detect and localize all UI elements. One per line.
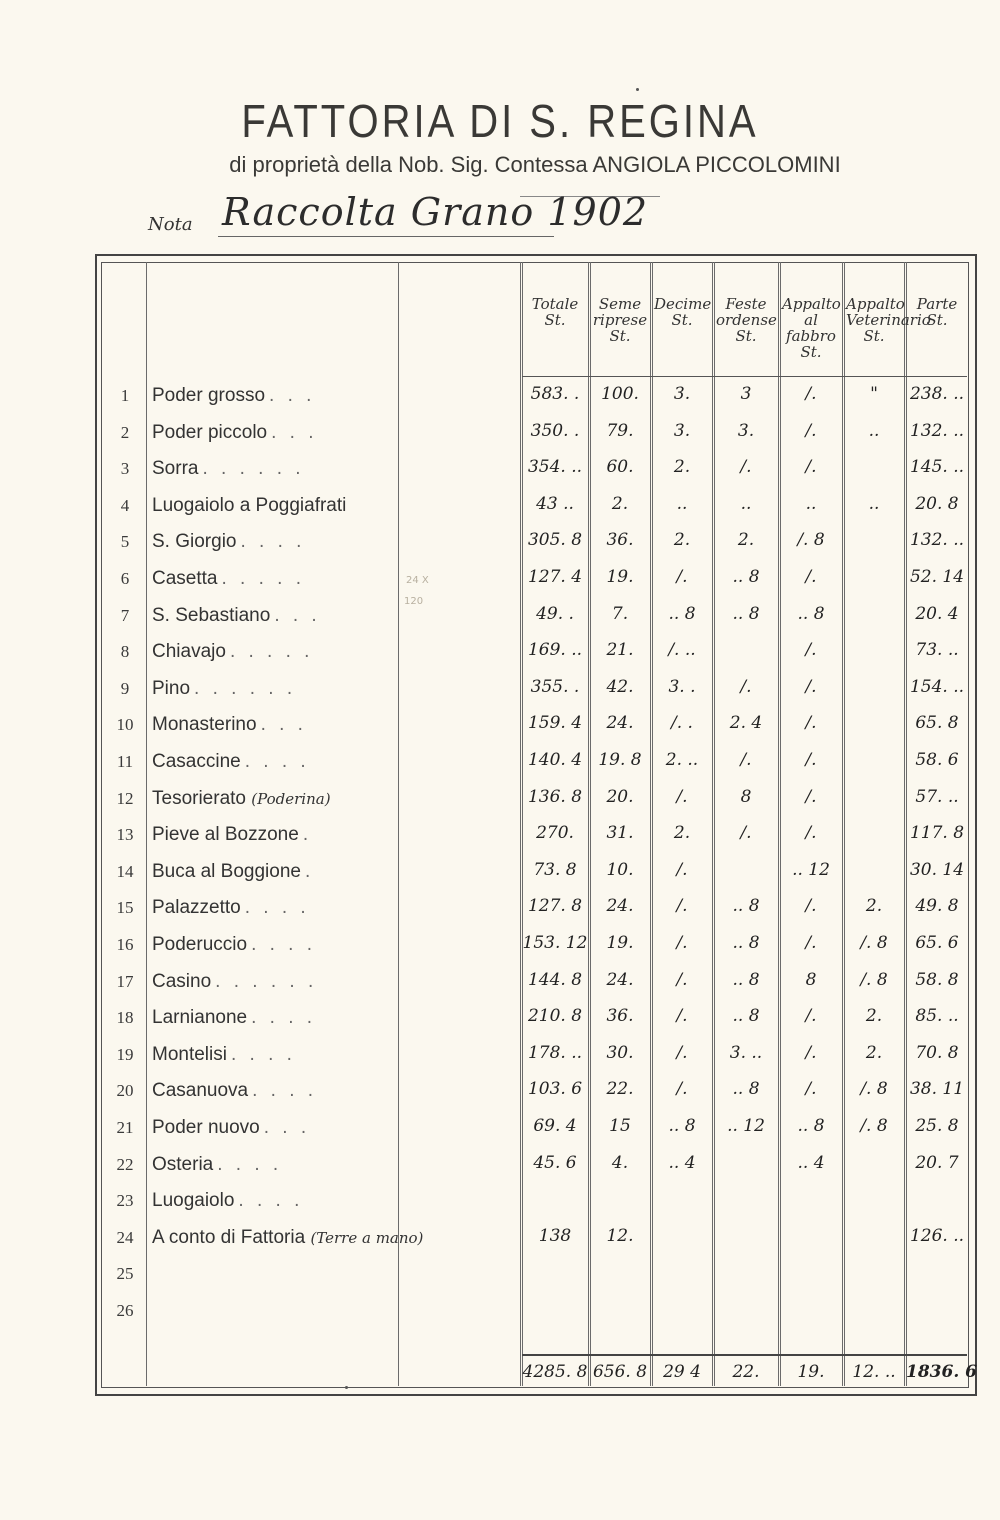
cell-veterinario: 2. [865, 1006, 883, 1026]
cell-parte: 20. 4 [915, 604, 959, 624]
row-number: 13 [116, 825, 134, 844]
cell-feste: 3. [737, 421, 755, 441]
leader-dots: . . . [271, 422, 318, 443]
row-name [152, 641, 313, 663]
cell-seme: 7. [611, 604, 629, 624]
leader-dots: . . . . . [221, 568, 305, 589]
cell-fabbro: .. 8 [797, 1116, 825, 1136]
row-name [152, 1044, 296, 1066]
row-name [152, 714, 307, 736]
col-head-parte: Parte St. [916, 295, 958, 329]
row-name-text: Osteria [152, 1154, 214, 1175]
cell-decime: /. [676, 970, 688, 990]
leader-dots: . . . . [240, 531, 306, 552]
cell-decime: .. 4 [668, 1153, 696, 1173]
cell-parte: 25. 8 [915, 1116, 959, 1136]
leader-dots: . . . [274, 605, 321, 626]
cell-fabbro: /. [805, 823, 817, 843]
cell-decime: 2. .. [665, 750, 699, 770]
cell-fabbro: /. [805, 640, 817, 660]
cell-fabbro: /. [805, 677, 817, 697]
cell-veterinario: /. 8 [860, 1079, 888, 1099]
cell-decime: 2. [673, 530, 691, 550]
cell-parte: 58. 6 [915, 750, 959, 770]
row-name [152, 568, 305, 590]
row-number: 16 [116, 935, 134, 954]
column-divider [398, 262, 399, 1386]
cell-feste: /. [740, 750, 752, 770]
row-number: 11 [116, 752, 134, 771]
row-name-text: Chiavajo [152, 641, 226, 662]
row-name-text: Poder nuovo [152, 1117, 260, 1138]
totals-rule [522, 1354, 967, 1356]
cell-veterinario: 2. [865, 1043, 883, 1063]
cell-feste: /. [740, 457, 752, 477]
cell-fabbro: /. [805, 457, 817, 477]
row-name-note: (Poderina) [251, 790, 331, 808]
cell-fabbro: /. [805, 896, 817, 916]
page-subtitle: di proprietà della Nob. Sig. Contessa ANGIOLA PICCOLOMINI [229, 152, 841, 177]
row-name [152, 1080, 317, 1102]
cell-feste: .. 8 [732, 604, 760, 624]
cell-parte: 238. .. [909, 384, 965, 404]
header-rule [522, 376, 967, 377]
cell-fabbro: /. [805, 933, 817, 953]
cell-parte: 73. .. [915, 640, 959, 660]
cell-parte: 132. .. [909, 421, 965, 441]
cell-parte: 58. 8 [915, 970, 959, 990]
total-fabbro: 19. [797, 1362, 825, 1382]
row-name [152, 897, 310, 919]
cell-seme: 100. [601, 384, 639, 404]
col-head-totale: Totale St. [531, 295, 579, 329]
cell-decime: /. [676, 1079, 688, 1099]
cell-seme: 19. 8 [598, 750, 642, 770]
cell-feste: .. 8 [732, 970, 760, 990]
cell-totale: 136. 8 [527, 787, 583, 807]
row-name [152, 678, 296, 700]
row-name-text: A conto di Fattoria [152, 1227, 306, 1248]
cell-seme: 2. [611, 494, 629, 514]
cell-feste: .. [740, 494, 752, 514]
cell-feste: 2. [737, 530, 755, 550]
cell-decime: 3. [673, 384, 691, 404]
row-number: 17 [116, 972, 134, 991]
leader-dots: . . . [263, 1117, 311, 1138]
leader-dots: . . . [269, 385, 316, 406]
cell-decime: /. [676, 1006, 688, 1026]
cell-feste: .. 12 [727, 1116, 765, 1136]
cell-totale: 169. .. [527, 640, 583, 660]
cell-parte: 70. 8 [915, 1043, 959, 1063]
cell-decime: .. 8 [668, 1116, 696, 1136]
cell-decime: /. .. [668, 640, 696, 660]
cell-feste: .. 8 [732, 896, 760, 916]
cell-decime: .. 8 [668, 604, 696, 624]
row-name [152, 861, 314, 883]
cell-decime: 2. [673, 457, 691, 477]
cell-parte: 57. .. [915, 787, 959, 807]
cell-parte: 65. 8 [915, 713, 959, 733]
row-number: 22 [116, 1155, 134, 1174]
col-head-decime: Decime St. [654, 295, 712, 329]
cell-feste: 3 [740, 384, 752, 404]
cell-decime: /. [676, 896, 688, 916]
total-feste: 22. [732, 1362, 760, 1382]
cell-seme: 36. [606, 1006, 634, 1026]
row-number: 8 [120, 642, 130, 661]
cell-totale: 43 .. [536, 494, 574, 514]
row-name [152, 824, 312, 846]
cell-totale: 354. .. [527, 457, 583, 477]
cell-feste: 2. 4 [729, 713, 763, 733]
cell-totale: 73. 8 [533, 860, 577, 880]
row-name-note: (Terre a mano) [310, 1229, 424, 1247]
ink-speck [636, 88, 639, 91]
total-parte: 1836. 6 [906, 1362, 977, 1382]
row-name [152, 1007, 316, 1029]
row-number: 5 [120, 532, 130, 551]
cell-decime: 3. [673, 421, 691, 441]
cell-parte: 49. 8 [915, 896, 959, 916]
cell-fabbro: /. [805, 1006, 817, 1026]
cell-parte: 38. 11 [909, 1079, 965, 1099]
total-seme: 656. 8 [592, 1362, 648, 1382]
cell-seme: 30. [606, 1043, 634, 1063]
cell-feste: 3. .. [729, 1043, 763, 1063]
row-name-text: Casetta [152, 568, 218, 589]
row-name-text: Casaccine [152, 751, 241, 772]
cell-seme: 19. [606, 933, 634, 953]
nota-underline [218, 236, 554, 237]
cell-seme: 24. [606, 970, 634, 990]
row-name-text: Buca al Boggione [152, 861, 301, 882]
cell-feste: .. 8 [732, 1079, 760, 1099]
row-number: 26 [116, 1301, 134, 1320]
leader-dots: . . . . [217, 1154, 283, 1175]
cell-veterinario: /. 8 [860, 933, 888, 953]
cell-seme: 79. [606, 421, 634, 441]
row-number: 18 [116, 1008, 134, 1027]
cell-fabbro: 8 [805, 970, 817, 990]
row-name [152, 1227, 423, 1249]
cell-totale: 140. 4 [527, 750, 583, 770]
cell-totale: 583. . [530, 384, 580, 404]
row-name [152, 605, 321, 627]
cell-decime: /. [676, 860, 688, 880]
cell-parte: 117. 8 [909, 823, 965, 843]
cell-veterinario: 2. [865, 896, 883, 916]
row-name [152, 788, 331, 810]
row-name-text: S. Sebastiano [152, 605, 271, 626]
row-number: 21 [116, 1118, 134, 1137]
leader-dots: . . . . . . [215, 971, 318, 992]
cell-seme: 4. [611, 1153, 629, 1173]
col-head-fabbro: Appalto al fabbro St. [782, 295, 841, 361]
row-number: 1 [120, 386, 130, 405]
cell-decime: /. . [671, 713, 693, 733]
cell-totale: 178. .. [527, 1043, 583, 1063]
cell-fabbro: /. [805, 384, 817, 404]
cell-feste: .. 8 [732, 567, 760, 587]
cell-fabbro: /. [805, 421, 817, 441]
cell-fabbro: /. [805, 787, 817, 807]
row-name-text: Casino [152, 971, 212, 992]
row-name-text: Poderuccio [152, 934, 248, 955]
cell-fabbro: .. 4 [797, 1153, 825, 1173]
cell-seme: 15 [609, 1116, 631, 1136]
cell-decime: 2. [673, 823, 691, 843]
cell-veterinario: /. 8 [860, 1116, 888, 1136]
cell-feste: .. 8 [732, 933, 760, 953]
cell-totale: 270. [536, 823, 574, 843]
leader-dots: . . . . [244, 751, 310, 772]
cell-decime: /. [676, 1043, 688, 1063]
cell-parte: 20. 7 [915, 1153, 959, 1173]
leader-dots: . . . . . . [194, 678, 297, 699]
row-name-text: Casanuova [152, 1080, 249, 1101]
cell-parte: 65. 6 [915, 933, 959, 953]
cell-seme: 10. [606, 860, 634, 880]
col-head-seme: Seme riprese St. [592, 295, 648, 345]
row-name-text: Luogaiolo [152, 1190, 235, 1211]
cell-decime: /. [676, 933, 688, 953]
cell-parte: 20. 8 [915, 494, 959, 514]
cell-decime: .. [676, 494, 688, 514]
cell-seme: 24. [606, 896, 634, 916]
row-number: 14 [116, 862, 134, 881]
cell-feste: .. 8 [732, 1006, 760, 1026]
row-number: 10 [116, 715, 134, 734]
cell-fabbro: .. 8 [797, 604, 825, 624]
leader-dots: . . . . . [229, 641, 314, 662]
cell-totale: 355. . [530, 677, 580, 697]
cell-seme: 36. [606, 530, 634, 550]
row-name-text: Palazzetto [152, 897, 241, 918]
cell-totale: 305. 8 [527, 530, 583, 550]
row-number: 4 [120, 496, 130, 515]
cell-totale: 210. 8 [527, 1006, 583, 1026]
cell-decime: /. [676, 567, 688, 587]
leader-dots: . . . . [244, 897, 310, 918]
cell-veterinario: .. [868, 421, 880, 441]
row-name-text: Tesorierato [152, 788, 246, 809]
cell-totale: 159. 4 [527, 713, 583, 733]
cell-parte: 30. 14 [909, 860, 965, 880]
row-name [152, 422, 318, 444]
cell-fabbro: /. [805, 567, 817, 587]
leader-dots: . . . . [252, 1080, 318, 1101]
row-name [152, 531, 305, 553]
row-name-text: Pieve al Bozzone [152, 824, 299, 845]
cell-seme: 42. [606, 677, 634, 697]
row-name [152, 971, 317, 993]
row-name [152, 751, 310, 773]
leader-dots: . . . [260, 714, 307, 735]
row-number: 19 [116, 1045, 134, 1064]
leader-dots: . [304, 861, 315, 882]
row-name [152, 458, 305, 480]
cell-feste: /. [740, 823, 752, 843]
row-name-text: Montelisi [152, 1044, 227, 1065]
row-number: 9 [120, 679, 130, 698]
leader-dots: . . . . . . [202, 458, 305, 479]
cell-veterinario: .. [868, 494, 880, 514]
row-name-text: Sorra [152, 458, 199, 479]
cell-totale: 144. 8 [527, 970, 583, 990]
cell-seme: 21. [606, 640, 634, 660]
leader-dots: . . . . [230, 1044, 296, 1065]
row-name [152, 1154, 282, 1176]
cell-totale: 45. 6 [533, 1153, 577, 1173]
row-name [152, 495, 346, 517]
row-name [152, 385, 315, 407]
row-name-text: Poder grosso [152, 385, 266, 406]
cell-fabbro: /. [805, 713, 817, 733]
cell-totale: 127. 4 [527, 567, 583, 587]
cell-seme: 19. [606, 567, 634, 587]
row-number: 2 [120, 423, 130, 442]
row-name-text: Poder piccolo [152, 422, 268, 443]
cell-parte: 85. .. [915, 1006, 959, 1026]
nota-handwritten-title: Raccolta Grano 1902 [222, 190, 649, 234]
cell-totale: 138 [538, 1226, 572, 1246]
cell-fabbro: /. 8 [797, 530, 825, 550]
row-number: 25 [116, 1264, 134, 1283]
total-veterinario: 12. .. [852, 1362, 896, 1382]
row-name [152, 1190, 303, 1212]
cell-parte: 132. .. [909, 530, 965, 550]
cell-fabbro: .. [805, 494, 817, 514]
cell-fabbro: .. 12 [792, 860, 830, 880]
row-name-text: Monasterino [152, 714, 257, 735]
ink-speck [345, 1386, 348, 1389]
row-number: 7 [120, 606, 130, 625]
cell-seme: 24. [606, 713, 634, 733]
pencil-note: 120 [404, 596, 424, 607]
cell-veterinario: /. 8 [860, 970, 888, 990]
pencil-note: 24 X [406, 575, 429, 586]
cell-parte: 154. .. [909, 677, 965, 697]
nota-label: Nota [148, 214, 193, 235]
row-name-text: Luogaiolo a Poggiafrati [152, 495, 347, 516]
cell-totale: 103. 6 [527, 1079, 583, 1099]
cell-seme: 31. [606, 823, 634, 843]
col-head-feste: Feste ordense St. [716, 295, 777, 345]
leader-dots: . [302, 824, 313, 845]
cell-feste: /. [740, 677, 752, 697]
cell-parte: 52. 14 [909, 567, 965, 587]
cell-seme: 22. [606, 1079, 634, 1099]
cell-totale: 49. . [536, 604, 574, 624]
cell-seme: 12. [606, 1226, 634, 1246]
row-name-text: S. Giorgio [152, 531, 237, 552]
cell-feste: 8 [740, 787, 752, 807]
row-name [152, 1117, 310, 1139]
cell-totale: 153. 12 [522, 933, 588, 953]
cell-totale: 127. 8 [527, 896, 583, 916]
cell-seme: 20. [606, 787, 634, 807]
total-totale: 4285. 8 [522, 1362, 588, 1382]
row-number: 15 [116, 898, 134, 917]
row-number: 24 [116, 1228, 134, 1247]
row-name-text: Larnianone [152, 1007, 248, 1028]
row-number: 23 [116, 1191, 134, 1210]
cell-decime: 3. . [668, 677, 696, 697]
cell-veterinario: " [870, 384, 878, 404]
cell-totale: 69. 4 [533, 1116, 577, 1136]
cell-parte: 145. .. [909, 457, 965, 477]
row-number: 20 [116, 1081, 134, 1100]
row-number: 12 [116, 789, 134, 808]
leader-dots: . . . . [251, 1007, 317, 1028]
cell-totale: 350. . [530, 421, 580, 441]
page-title: FATTORIA DI S. REGINA [241, 96, 759, 148]
row-name-text: Pino [152, 678, 191, 699]
row-name [152, 934, 316, 956]
col-head-veterinario: Appalto Veterinario St. [846, 295, 931, 345]
cell-decime: /. [676, 787, 688, 807]
leader-dots: . . . . [238, 1190, 304, 1211]
row-number: 6 [120, 569, 130, 588]
cell-parte: 126. .. [909, 1226, 965, 1246]
leader-dots: . . . . [251, 934, 317, 955]
cell-fabbro: /. [805, 750, 817, 770]
cell-fabbro: /. [805, 1043, 817, 1063]
row-number: 3 [120, 459, 130, 478]
cell-fabbro: /. [805, 1079, 817, 1099]
total-decime: 29 4 [663, 1362, 701, 1382]
cell-seme: 60. [606, 457, 634, 477]
